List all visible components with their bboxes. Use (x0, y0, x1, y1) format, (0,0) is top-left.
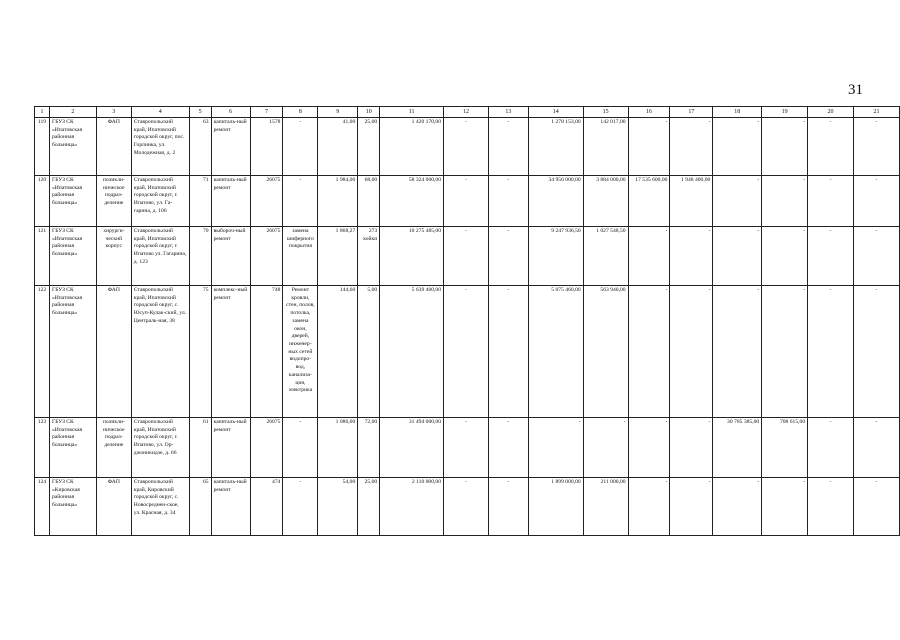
table-cell: - (444, 176, 489, 227)
table-cell: 474 (250, 478, 283, 536)
table-cell: - (808, 227, 854, 286)
column-header: 7 (250, 107, 283, 118)
table-cell: 121 (35, 227, 50, 286)
table-cell: - (808, 176, 854, 227)
table-cell: ГБУЗ СК «Ипатовская районная больница» (49, 418, 96, 478)
column-header: 17 (670, 107, 713, 118)
table-cell: - (808, 418, 854, 478)
table-cell: 31 494 000,00 (380, 418, 444, 478)
table-cell: - (762, 227, 808, 286)
table-cell: 75 (189, 286, 211, 418)
table-cell: Ставропольский край, Ипатовский городской округ, г. Ипатово, ул. Га-гарина, д. 106 (131, 176, 189, 227)
table-cell: - (670, 418, 713, 478)
column-header: 5 (189, 107, 211, 118)
table-row (35, 118, 900, 176)
table-cell: 1 948 400,00 (670, 176, 713, 227)
table-cell: ГБУЗ СК «Ипатовская районная больница» (49, 286, 96, 418)
table-cell: 71 (189, 176, 211, 227)
column-header: 11 (380, 107, 444, 118)
table-cell: Ставропольский край, Ипатовский городской округ, пос. Горлинка, ул. Молодежная, д. 2 (131, 118, 189, 176)
table-cell: - (444, 286, 489, 418)
column-header: 6 (211, 107, 250, 118)
table-cell: 211 000,00 (583, 478, 628, 536)
table-cell: 124 (35, 478, 50, 536)
table-cell: 1578 (250, 118, 283, 176)
table-cell: - (488, 227, 528, 286)
table-cell: капиталь-ный ремонт (211, 418, 250, 478)
table-cell: 5 075 460,00 (528, 286, 583, 418)
table-cell: - (628, 118, 670, 176)
table-cell: 41,00 (318, 118, 358, 176)
table-cell: 119 (35, 118, 50, 176)
table-cell: 144,60 (318, 286, 358, 418)
table-cell: выбороч-ный ремонт (211, 227, 250, 286)
column-header: 15 (583, 107, 628, 118)
table-cell: 54,00 (318, 478, 358, 536)
table-cell: - (670, 478, 713, 536)
table-cell: 63 (189, 118, 211, 176)
table-cell: - (762, 118, 808, 176)
table-cell: 68,00 (358, 176, 380, 227)
table-cell: 25,00 (358, 118, 380, 176)
column-header: 9 (318, 107, 358, 118)
column-header: 12 (444, 107, 489, 118)
table-cell: - (488, 478, 528, 536)
table-cell: 72,00 (358, 418, 380, 478)
table-cell: 3 884 000,00 (583, 176, 628, 227)
table-row (35, 418, 900, 478)
table-cell: поликли-ническое подраз-деление (96, 418, 131, 478)
table-cell: - (762, 176, 808, 227)
table-cell: Ставропольский край, Ипатовский городской округ, с. Юсуп-Кулак-ский, ул. Централь-ная, 38 (131, 286, 189, 418)
table-cell: - (528, 418, 583, 478)
table-cell: ГБУЗ СК «Кировская районная больница» (49, 478, 96, 536)
table-row (35, 478, 900, 536)
table-cell: - (488, 176, 528, 227)
table-cell: - (444, 118, 489, 176)
table-cell: 2 110 000,00 (380, 478, 444, 536)
column-header: 10 (358, 107, 380, 118)
column-header: 8 (283, 107, 318, 118)
column-header: 1 (35, 107, 50, 118)
table-cell: - (713, 176, 762, 227)
table-cell: 10 275 485,00 (380, 227, 444, 286)
table-cell: замена шиферного покрытия (283, 227, 318, 286)
table-row (35, 176, 900, 227)
table-cell: 142 017,00 (583, 118, 628, 176)
table-cell: - (628, 286, 670, 418)
table-cell: ФАП (96, 286, 131, 418)
table-cell: 58 324 000,00 (380, 176, 444, 227)
table-cell: Ставропольский край, Ипатовский городской округ, г. Ипатово, ул. Ор-джоникидзе, д. 66 (131, 418, 189, 478)
table-cell: капиталь-ный ремонт (211, 176, 250, 227)
table-cell: 65 (189, 478, 211, 536)
table-cell: Ставропольский край, Кировский городской округ, с. Новосреднен-ское, ул. Красная, д. 34 (131, 478, 189, 536)
table-cell: ГБУЗ СК «Ипатовская районная больница» (49, 118, 96, 176)
table-cell: 120 (35, 176, 50, 227)
table-cell: 26075 (250, 418, 283, 478)
table-cell: 122 (35, 286, 50, 418)
table-cell: 5,00 (358, 286, 380, 418)
table-cell: - (670, 286, 713, 418)
table-cell: - (713, 286, 762, 418)
table-cell: 1 420 170,00 (380, 118, 444, 176)
table-cell: - (853, 227, 899, 286)
table-cell: - (444, 478, 489, 536)
table-cell: 5 639 400,00 (380, 286, 444, 418)
table-cell: - (444, 418, 489, 478)
table-cell: - (488, 118, 528, 176)
table-cell: - (283, 118, 318, 176)
table-cell: - (713, 227, 762, 286)
column-header: 21 (853, 107, 899, 118)
table-cell: 748 (250, 286, 283, 418)
column-header: 19 (762, 107, 808, 118)
table-cell: - (488, 286, 528, 418)
table-cell: 9 247 936,50 (528, 227, 583, 286)
table-cell: 61 (189, 418, 211, 478)
table-cell: - (488, 418, 528, 478)
column-header: 13 (488, 107, 528, 118)
table-cell: - (853, 118, 899, 176)
column-header: 3 (96, 107, 131, 118)
header-row (35, 107, 900, 118)
table-cell: 1 086,00 (318, 418, 358, 478)
data-table (34, 106, 900, 536)
table-cell: 70 (189, 227, 211, 286)
table-cell: 1 868,27 (318, 227, 358, 286)
table-cell: 26075 (250, 227, 283, 286)
table-cell: 708 615,00 (762, 418, 808, 478)
table-cell: - (713, 118, 762, 176)
table-cell: ФАП (96, 478, 131, 536)
column-header: 2 (49, 107, 96, 118)
column-header: 14 (528, 107, 583, 118)
table-cell: ГБУЗ СК «Ипатовская районная больница» (49, 176, 96, 227)
table-cell: - (628, 478, 670, 536)
table-cell: - (628, 227, 670, 286)
table-cell: - (853, 478, 899, 536)
table-cell: 1 278 153,00 (528, 118, 583, 176)
table-cell: 34 956 000,00 (528, 176, 583, 227)
table-cell: - (583, 418, 628, 478)
table-cell: 123 (35, 418, 50, 478)
table-cell: Ремонт кровли, стен, полов, потолка, замена окон, дверей, инженер-ных сетей водопро-вод, канализа-ция, электрика (283, 286, 318, 418)
table-cell: 26075 (250, 176, 283, 227)
table-cell: - (444, 227, 489, 286)
table-cell: 563 940,00 (583, 286, 628, 418)
table-cell: хирурги-ческий корпус (96, 227, 131, 286)
column-header: 4 (131, 107, 189, 118)
table-cell: - (283, 176, 318, 227)
table-cell: капиталь-ный ремонт (211, 478, 250, 536)
table-cell: - (762, 286, 808, 418)
column-header: 16 (628, 107, 670, 118)
table-cell: 30 785 385,00 (713, 418, 762, 478)
table-cell: ФАП (96, 118, 131, 176)
table-cell: 17 535 600,00 (628, 176, 670, 227)
table-row (35, 227, 900, 286)
table-cell: - (670, 118, 713, 176)
table-cell: - (283, 478, 318, 536)
table-cell: - (853, 176, 899, 227)
table-cell: - (713, 478, 762, 536)
table-cell: - (808, 478, 854, 536)
table-cell: - (283, 418, 318, 478)
table-cell: капиталь-ный ремонт (211, 118, 250, 176)
table-cell: - (853, 286, 899, 418)
table-cell: комплекс-ный ремонт (211, 286, 250, 418)
table-cell: 1 899 000,00 (528, 478, 583, 536)
table-cell: - (808, 118, 854, 176)
table-cell: - (628, 418, 670, 478)
table-cell: 1 984,00 (318, 176, 358, 227)
table-row (35, 286, 900, 418)
table-cell: ГБУЗ СК «Ипатовская районная больница» (49, 227, 96, 286)
table-cell: 25,00 (358, 478, 380, 536)
table-cell: - (853, 418, 899, 478)
page-number: 31 (848, 82, 863, 98)
table-cell: 1 027 548,50 (583, 227, 628, 286)
table-cell: Ставропольский край, Ипатовский городской округ, г. Ипатово ул. Гагарина, д. 123 (131, 227, 189, 286)
table-cell: - (762, 478, 808, 536)
column-header: 18 (713, 107, 762, 118)
table-cell: - (808, 286, 854, 418)
table-cell: - (670, 227, 713, 286)
table-cell: 273 койки (358, 227, 380, 286)
column-header: 20 (808, 107, 854, 118)
table-cell: поликли-ническое подраз-деление (96, 176, 131, 227)
